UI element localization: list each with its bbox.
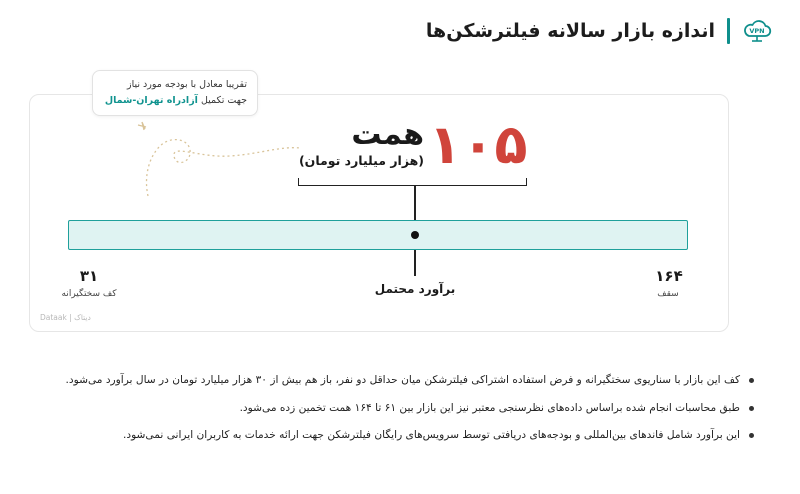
note-line1: تقریبا معادل با بودجه مورد نیاز — [127, 79, 247, 90]
estimate-bracket — [298, 178, 527, 186]
note-highlight: آزادراه تهران-شمال — [104, 95, 198, 106]
list-item — [34, 428, 754, 442]
header-accent-bar — [727, 18, 730, 44]
bullet-dot-icon — [749, 433, 754, 438]
ceiling-caption: سقف — [657, 289, 679, 299]
bullet-text: طبق محاسبات انجام شده براساس داده‌های نظرسنجی معتبر نیز این بازار بین ۶۱ تا ۱۶۴ همت تخمین زده می‌شود. — [239, 401, 740, 414]
estimate-marker-dot — [411, 231, 419, 239]
watermark: دیتاک | Dataak — [40, 313, 91, 322]
note-bubble — [92, 70, 258, 116]
list-item — [34, 401, 754, 415]
vpn-cloud-icon — [742, 16, 772, 46]
bullet-dot-icon — [749, 378, 754, 383]
floor-caption: کف سختگیرانه — [61, 289, 117, 299]
note-line2 — [103, 93, 247, 109]
ceiling-value: ۱۶۴ — [655, 267, 683, 285]
page-title: اندازه بازار سالانه فیلترشکن‌ها — [425, 20, 715, 42]
bullet-dot-icon — [749, 406, 754, 411]
dotted-arrow-icon — [130, 118, 310, 198]
estimate-value: ۱۰۵ — [428, 113, 528, 176]
vpn-icon-label: VPN — [749, 27, 765, 35]
note-line2-prefix: جهت تکمیل — [197, 95, 247, 106]
floor-value: ۳۱ — [79, 267, 99, 285]
bullet-list — [34, 373, 754, 456]
estimate-unit-desc: (هزار میلیارد تومان) — [298, 153, 424, 168]
bullet-text: کف این بازار با سناریوی سختگیرانه و فرض استفاده اشتراکی فیلترشکن میان حداقل دو نفر، باز هم بیش از ۳۰ هزار میلیارد تومان در سال برآورد می‌شود. — [65, 374, 740, 386]
list-item — [34, 373, 754, 387]
bullet-text: این برآورد شامل فاندهای بین‌المللی و بودجه‌های دریافتی توسط سرویس‌های رایگان فیلترشکن جهت ارائه خدمات به کاربران ایرانی نمی‌شود. — [123, 429, 740, 441]
estimate-caption: برآورد محتمل — [374, 282, 456, 296]
estimate-unit: همت — [351, 117, 424, 152]
range-bar — [68, 220, 688, 250]
page-header — [426, 14, 772, 48]
